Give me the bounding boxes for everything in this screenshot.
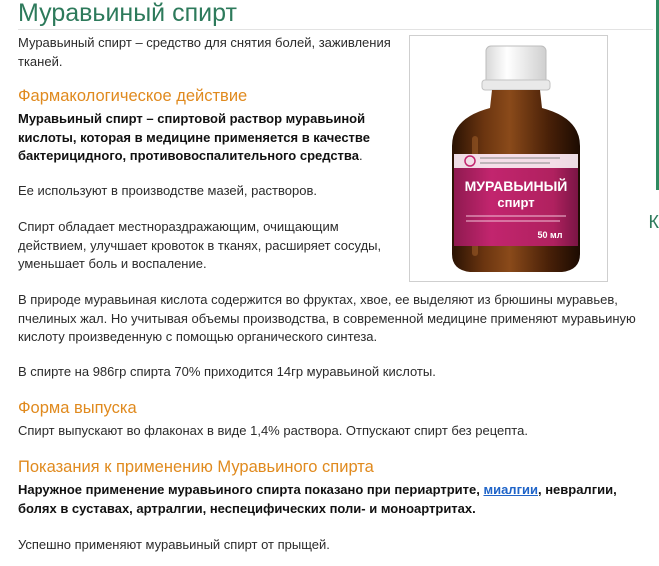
- acne-text: Успешно применяют муравьиный спирт от прыщей.: [18, 537, 330, 552]
- product-image: [409, 35, 608, 282]
- indications-text-bold-2: , невралгии, болях в суставах, артралгии, неспецифических поли- и моноартритах.: [18, 482, 617, 516]
- ratio-text: В спирте на 986гр спирта 70% приходится 14гр муравьиной кислоты.: [18, 364, 436, 379]
- form-text: Спирт выпускают во флаконах в виде 1,4% раствора. Отпускают спирт без рецепта.: [18, 423, 528, 438]
- indications-text-bold-1: Наружное применение муравьиного спирта показано при периартрите,: [18, 482, 484, 497]
- bottle-label-volume: 50 мл: [537, 230, 563, 240]
- production-text: Ее используют в производстве мазей, растворов.: [18, 183, 317, 198]
- intro-text: Муравьиный спирт – средство для снятия болей, заживления тканей.: [18, 35, 391, 69]
- sidebar-edge-letter: К: [648, 212, 659, 232]
- pharmacology-summary-end: .: [358, 148, 363, 163]
- page-title: Муравьиный спирт: [18, 0, 237, 27]
- indications-text: [18, 481, 646, 518]
- heading-pharmacology: Фармакологическое действие: [18, 87, 248, 105]
- nature-text: В природе муравьиная кислота содержится во фруктах, хвое, ее выделяют из брюшины муравьев, пчелиных жал. Но учитывая объемы производства, в современной медицине применяют муравьиную кислоту произведенную с помощью органического синтеза.: [18, 292, 636, 344]
- title-divider: [18, 29, 653, 30]
- heading-indications: Показания к применению Муравьиного спирта: [18, 458, 374, 476]
- effect-text: Спирт обладает местнораздражающим, очищающим действием, улучшает кровоток в тканях, расширяет сосуды, уменьшает боль и воспаление.: [18, 219, 382, 271]
- myalgia-link[interactable]: миалгии: [483, 482, 538, 497]
- heading-form: Форма выпуска: [18, 399, 137, 417]
- bottle-label-name: МУРАВЬИНЫЙ: [464, 178, 568, 194]
- pharmacology-summary-bold: Муравьиный спирт – спиртовой раствор муравьиной кислоты, которая в медицине применяется в качестве бактерицидного, противовоспалительного средства: [18, 111, 370, 163]
- bottle-label-subtitle: спирт: [497, 195, 535, 210]
- bottle-illustration: [410, 36, 607, 281]
- pharmacology-summary: [18, 110, 398, 166]
